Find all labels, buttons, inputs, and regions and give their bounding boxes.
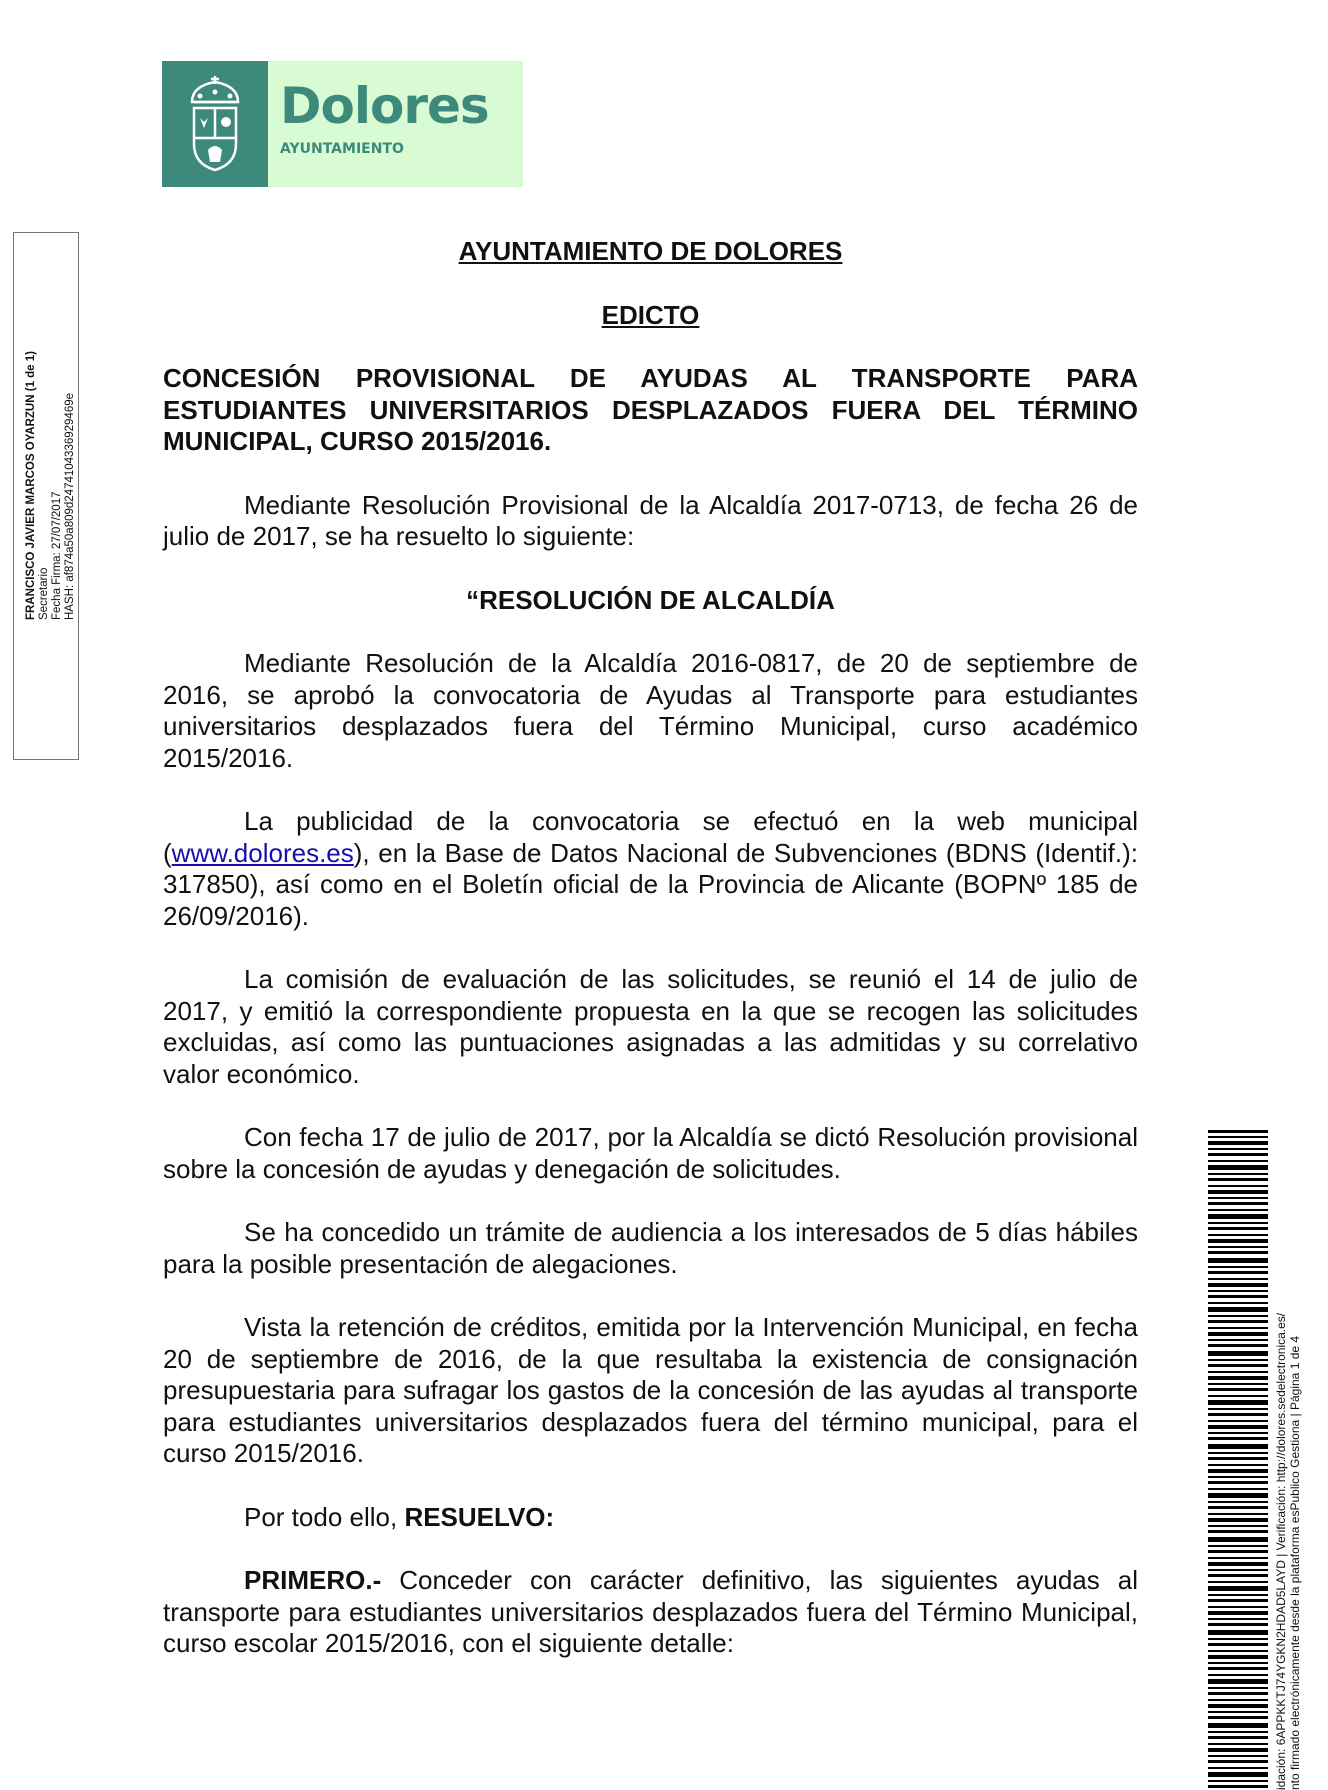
resolution-title: “RESOLUCIÓN DE ALCALDÍA [466, 584, 835, 615]
paragraph-3: La comisión de evaluación de las solicitudes, se reunió el 14 de julio de 2017, y emitió la correspondiente propuesta en la que se recogen las solicitudes excluidas, así como las puntuaciones asignadas a las admitidas y su correlativo valor económico. [163, 964, 1138, 1089]
paragraph-5: Se ha concedido un trámite de audiencia a los interesados de 5 días hábiles para la posible presentación de alegaciones. [163, 1217, 1138, 1279]
paragraph-8: PRIMERO.- Conceder con carácter definitivo, las siguientes ayudas al transporte para estudiantes universitarios desplazados fuera del Término Municipal, curso escolar 2015/2016, con el siguiente detalle: [163, 1565, 1138, 1658]
municipal-logo [162, 61, 523, 187]
verification-code: idación: 6APPKKTJ74YGKN2HDAD5LAYD | Verificación: http://dolores.sedelectronica.es/ [1274, 1312, 1288, 1790]
intro-paragraph: Mediante Resolución Provisional de la Alcaldía 2017-0713, de fecha 26 de julio de 2017, se ha resuelto lo siguiente: [163, 489, 1138, 551]
barcode-icon [1208, 1130, 1268, 1790]
verification-platform: nto firmado electrónicamente desde la plataforma esPublico Gestiona | Página 1 de 4 [1288, 1335, 1302, 1790]
document-subheading: EDICTO [601, 299, 700, 330]
paragraph-4: Con fecha 17 de julio de 2017, por la Alcaldía se dictó Resolución provisional sobre la concesión de ayudas y denegación de solicitudes. [163, 1122, 1138, 1184]
signer-name: FRANCISCO JAVIER MARCOS OYARZUN (1 de 1) [25, 350, 37, 620]
verification-stamp [1274, 1313, 1302, 1790]
signature-date: Fecha Firma: 27/07/2017 [51, 491, 63, 620]
document-title: CONCESIÓN PROVISIONAL DE AYUDAS AL TRANSPORTE PARA ESTUDIANTES UNIVERSITARIOS DESPLAZADOS FUERA DEL TÉRMINO MUNICIPAL, CURSO 2015/2016. [163, 363, 1138, 456]
paragraph-6: Vista la retención de créditos, emitida por la Intervención Municipal, en fecha 20 de septiembre de 2016, de la que resultaba la existencia de consignación presupuestaria para sufragar los gastos de la concesión de las ayudas al transporte para estudiantes universitarios desplazados fuera del término municipal, para el curso 2015/2016. [163, 1312, 1138, 1468]
paragraph-2: La publicidad de la convocatoria se efectuó en la web municipal (www.dolores.es), en la Base de Datos Nacional de Subvenciones (BDNS (Identif.): 317850), así como en el Boletín oficial de la Provincia de Alicante (BOPNº 185 de 26/09/2016). [163, 806, 1138, 931]
dolores-website-link[interactable]: www.dolores.es [171, 837, 354, 868]
paragraph-7: Por todo ello, RESUELVO: [244, 1501, 555, 1532]
logo-text-area [268, 61, 523, 187]
signer-role: Secretario [38, 567, 50, 620]
coat-of-arms-icon [162, 61, 268, 187]
document-body [163, 236, 1138, 1660]
signature-hash: HASH: af874a50a809d247410433692946​9e [64, 392, 76, 620]
signature-stamp [25, 351, 77, 620]
logo-name: Dolores [280, 77, 489, 135]
document-heading: AYUNTAMIENTO DE DOLORES [458, 236, 843, 266]
paragraph-1: Mediante Resolución de la Alcaldía 2016-0817, de 20 de septiembre de 2016, se aprobó la convocatoria de Ayudas al Transporte para estudiantes universitarios desplazados fuera del Término Municipal, curso académico 2015/2016. [163, 648, 1138, 773]
logo-subtitle: AYUNTAMIENTO [280, 141, 404, 157]
